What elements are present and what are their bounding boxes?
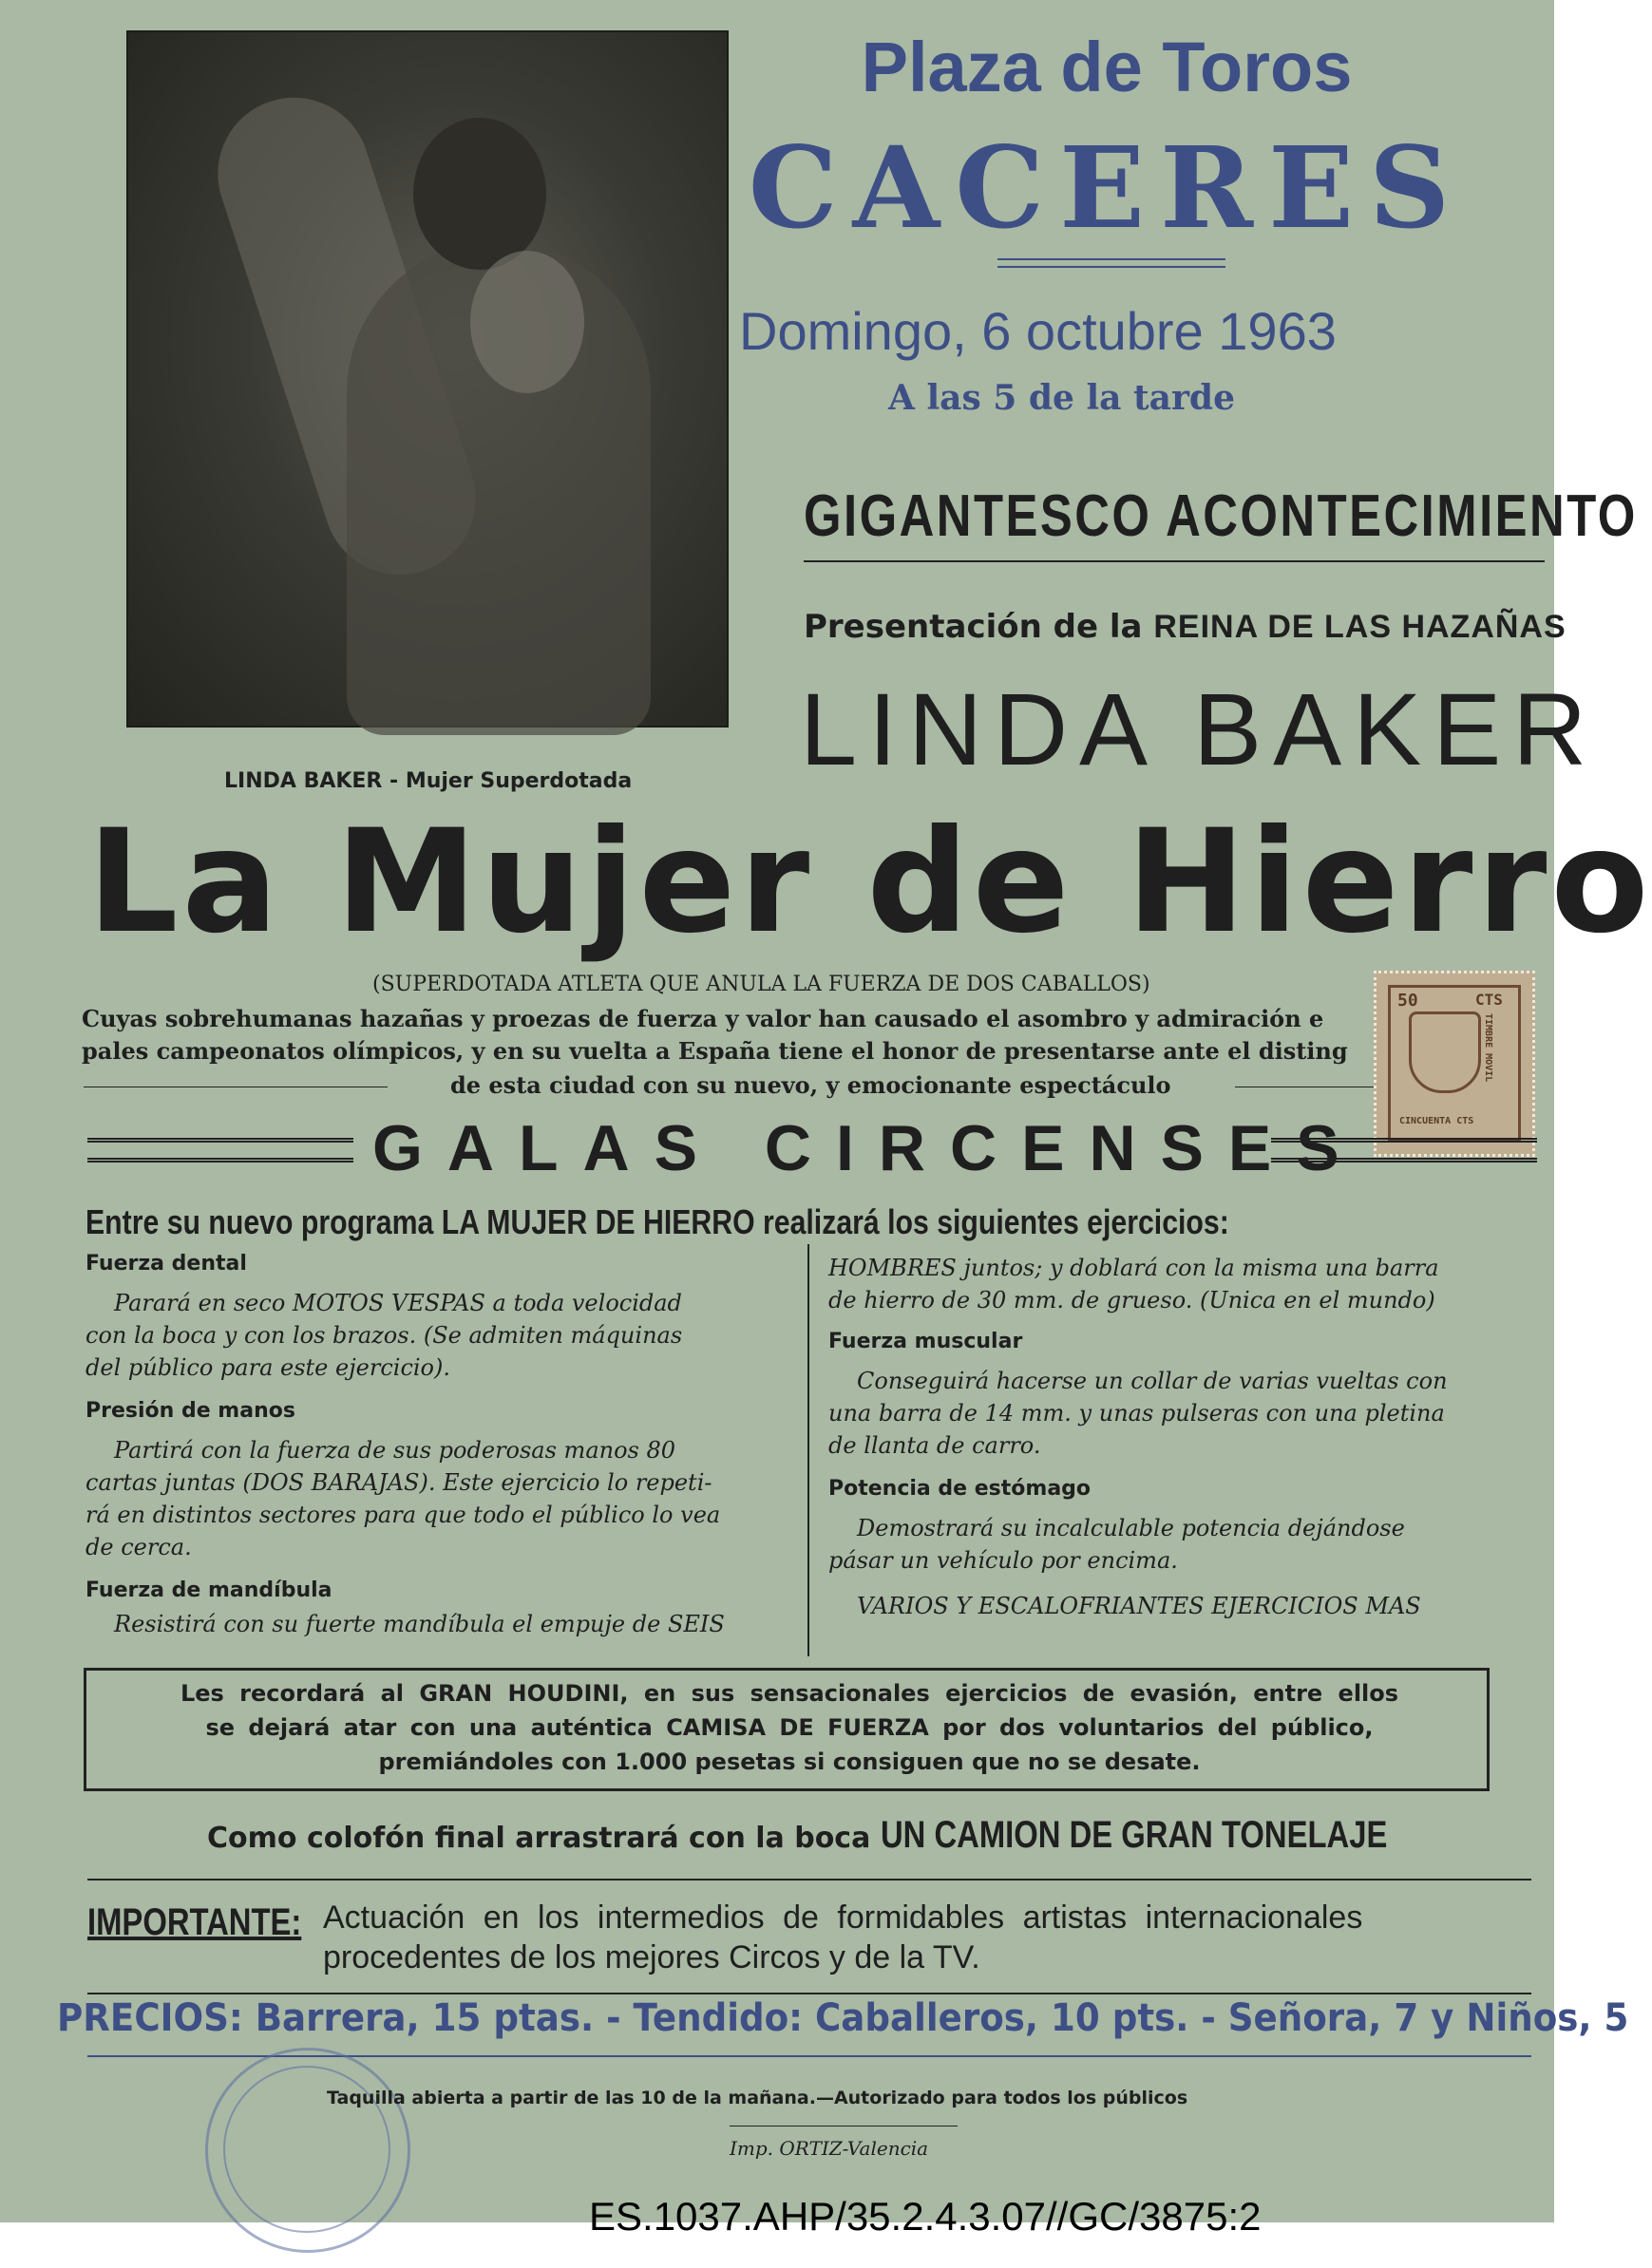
column-divider [807, 1244, 809, 1656]
houdini-line-3: premiándoles con 1.000 pesetas si consiguen que no se desate. [378, 1748, 1201, 1775]
exercise-line: cartas juntas (DOS BARAJAS). Este ejercicio lo repeti- [85, 1469, 712, 1496]
venue-line: Plaza de Toros [861, 28, 1353, 106]
headline-underline [804, 560, 1545, 562]
program-line: Entre su nuevo programa LA MUJER DE HIERRO realizará los siguientes ejercicios: [85, 1202, 1229, 1241]
exercise-title: Presión de manos [85, 1399, 295, 1423]
exercise-title: Fuerza de mandíbula [85, 1578, 332, 1602]
finale-line [207, 1814, 1499, 1857]
stamp-bottom-text: CINCUENTA CTS [1399, 1116, 1474, 1126]
exercise-line: de hierro de 30 mm. de grueso. (Unica en el mundo) [828, 1287, 1435, 1314]
event-time: A las 5 de la tarde [888, 378, 1235, 418]
exercise-closing: VARIOS Y ESCALOFRIANTES EJERCICIOS MAS [857, 1593, 1421, 1619]
exercise-line: del público para este ejercicio). [85, 1354, 450, 1381]
photo-caption: LINDA BAKER - Mujer Superdotada [224, 769, 633, 793]
important-label: IMPORTANTE: [87, 1901, 302, 1943]
galas-title: GALAS CIRCENSES [372, 1112, 1364, 1184]
exercise-line: con la boca y con los brazos. (Se admiten máquinas [85, 1322, 683, 1349]
intro-line-2: pales campeonatos olímpicos, y en su vuelta a España tiene el honor de presentarse ante el disting [82, 1037, 1348, 1065]
exercise-line: Conseguirá hacerse un collar de varias vueltas con [857, 1368, 1448, 1394]
box-office-line: Taquilla abierta a partir de las 10 de la mañana.—Autorizado para todos los públicos [327, 2088, 1188, 2108]
city-title: CACERES [748, 122, 1466, 254]
event-date: Domingo, 6 octubre 1963 [739, 301, 1337, 361]
header-divider-2 [997, 266, 1225, 268]
stamp-top-text: TIMBRE MOVIL [1483, 1013, 1493, 1083]
presentation-prefix: Presentación de la [804, 608, 1143, 646]
houdini-box [84, 1668, 1490, 1791]
exercises-right-column [828, 1252, 1531, 1622]
main-title: La Mujer de Hierro [87, 800, 1652, 965]
headline: GIGANTESCO ACONTECIMIENTO [804, 483, 1638, 549]
houdini-line-2: se dejará atar con una auténtica CAMISA DE FUERZA por dos voluntarios del público, [205, 1714, 1374, 1741]
exercise-continuation [828, 1252, 1531, 1316]
exercises-left-column [85, 1252, 798, 1640]
exercise-text [828, 1365, 1531, 1462]
archive-seal-icon [205, 2048, 410, 2253]
ornament-left-icon [87, 1138, 353, 1162]
presentation-line [804, 608, 1567, 646]
exercise-text [85, 1608, 798, 1640]
intro-line-1: Cuyas sobrehumanas hazañas y proezas de fuerza y valor han causado el asombro y admiración e [82, 1005, 1324, 1032]
intro-line-3: de esta ciudad con su nuevo, y emocionante espectáculo [450, 1071, 1171, 1099]
exercise-text [85, 1287, 798, 1384]
coat-of-arms-icon [1409, 1011, 1481, 1093]
exercise-text [85, 1434, 798, 1563]
important-line-1: Actuación en los intermedios de formidables artistas internacionales [323, 1899, 1363, 1936]
presentation-title: REINA DE LAS HAZAÑAS [1153, 609, 1567, 645]
exercise-line: Resistirá con su fuerte mandíbula el empuje de SEIS [114, 1611, 725, 1637]
revenue-stamp [1374, 971, 1535, 1157]
ornament-right-icon [1271, 1138, 1537, 1162]
exercise-line: pásar un vehículo por encima. [828, 1547, 1178, 1574]
performer-name: LINDA BAKER [800, 671, 1599, 786]
exercise-line: una barra de 14 mm. y unas pulseras con una pletina [828, 1400, 1445, 1427]
exercise-title: Fuerza muscular [828, 1330, 1023, 1353]
finale-rule [87, 1879, 1531, 1881]
houdini-line-1: Les recordará al GRAN HOUDINI, en sus sensacionales ejercicios de evasión, entre ellos [180, 1680, 1399, 1707]
important-line-2: procedentes de los mejores Circos y de la TV. [323, 1939, 980, 1975]
header-divider [997, 258, 1225, 260]
exercise-line: HOMBRES juntos; y doblará con la misma una barra [828, 1255, 1439, 1281]
exercise-text [828, 1512, 1531, 1577]
exercise-title: Potencia de estómago [828, 1477, 1092, 1501]
printer-credit: Imp. ORTIZ-Valencia [730, 2137, 929, 2160]
prices-line: PRECIOS: Barrera, 15 ptas. - Tendido: Caballeros, 10 pts. - Señora, 7 y Niños, 5 [57, 1996, 1629, 2040]
stamp-unit: CTS [1475, 991, 1503, 1009]
exercise-line: Demostrará su incalculable potencia dejándose [857, 1515, 1405, 1541]
exercise-line: de cerca. [85, 1534, 192, 1560]
exercise-line: de llanta de carro. [828, 1432, 1041, 1459]
exercise-line: Parará en seco MOTOS VESPAS a toda velocidad [114, 1290, 682, 1316]
exercise-line: rá en distintos sectores para que todo el público lo vea [85, 1502, 721, 1528]
important-rule [87, 1993, 1531, 1994]
finale-highlight: UN CAMION DE GRAN TONELAJE [881, 1814, 1388, 1856]
exercise-title: Fuerza dental [85, 1252, 247, 1276]
archive-reference: ES.1037.AHP/35.2.4.3.07//GC/3875:2 [589, 2194, 1262, 2239]
subtitle: (SUPERDOTADA ATLETA QUE ANULA LA FUERZA DE DOS CABALLOS) [372, 973, 1150, 996]
stamp-value: 50 [1397, 991, 1418, 1011]
exercise-line: Partirá con la fuerza de sus poderosas manos 80 [114, 1437, 676, 1464]
performer-photo [126, 30, 729, 728]
finale-prefix: Como colofón final arrastrará con la boca [207, 1822, 871, 1855]
